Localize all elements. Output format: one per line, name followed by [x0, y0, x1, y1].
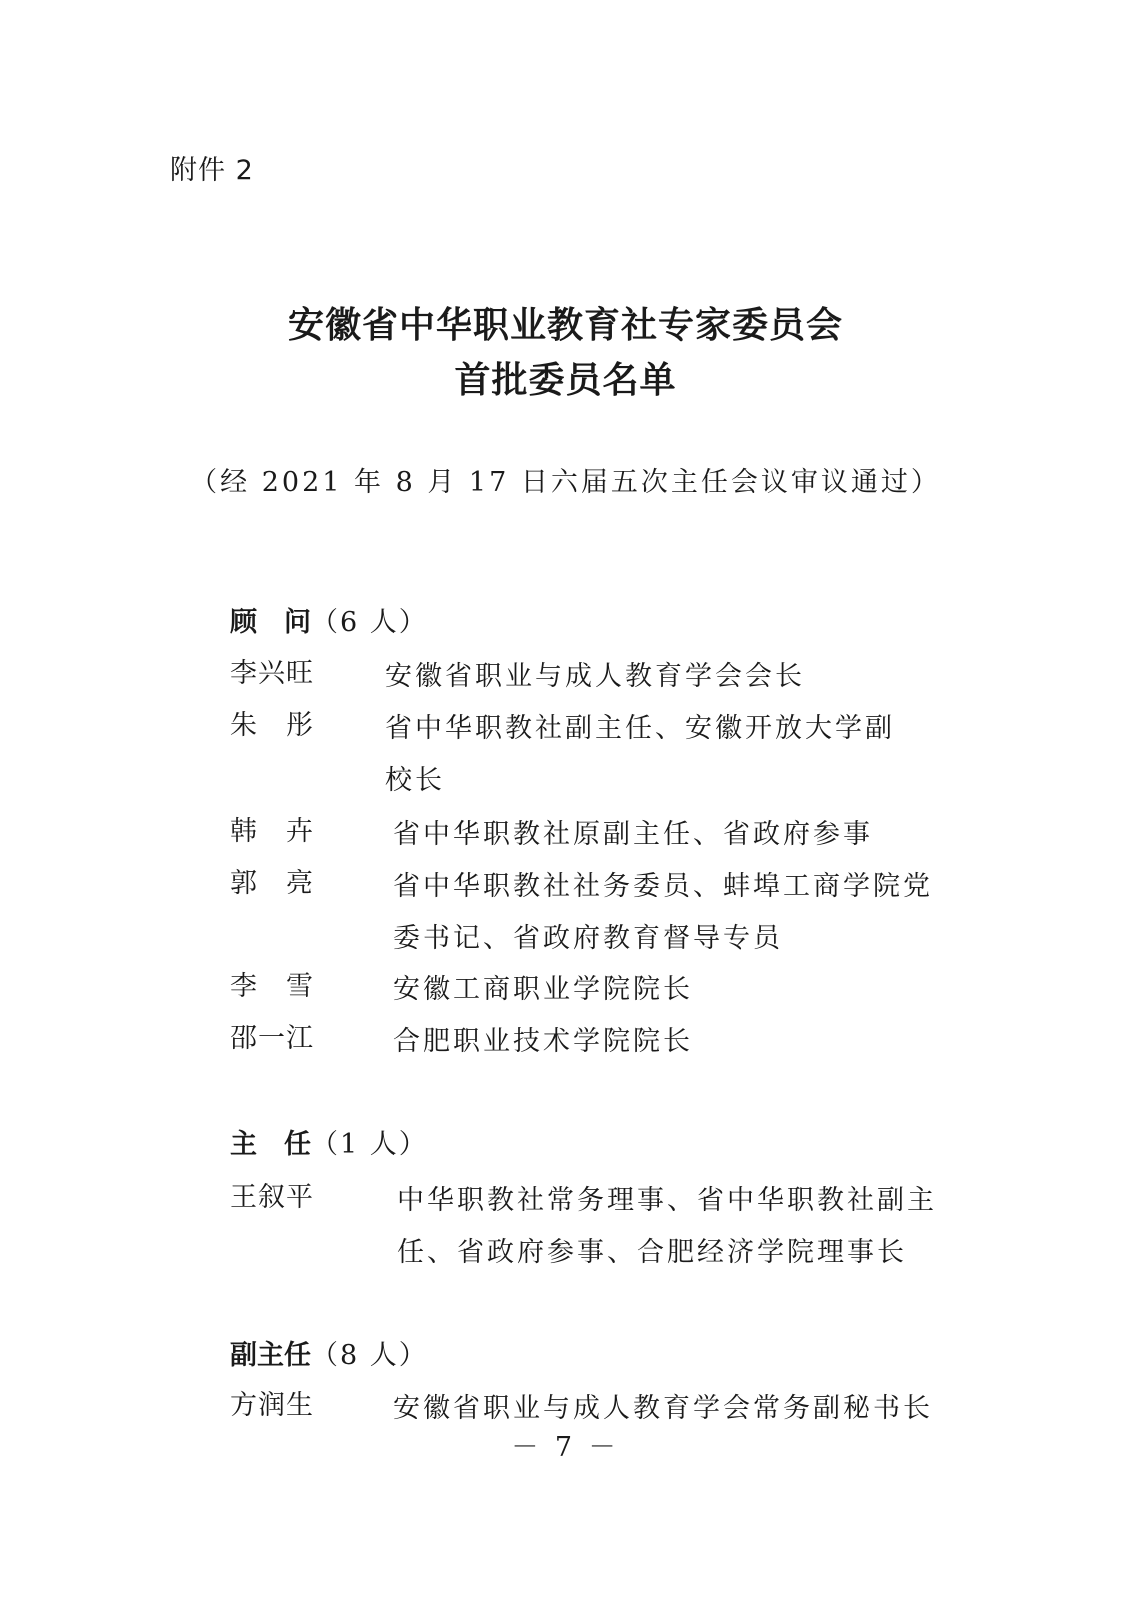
member-title: 省中华职教社原副主任、省政府参事: [393, 819, 873, 850]
member-title: 省中华职教社社务委员、蚌埠工商学院党委书记、省政府教育督导专员: [393, 871, 933, 954]
document-title-line-2: 首批委员名单: [454, 360, 677, 401]
page-number: － 7 －: [511, 1432, 620, 1463]
section-label: 主 任: [230, 1129, 311, 1160]
member-title: 合肥职业技术学院院长: [393, 1026, 693, 1057]
section-label: 顾 问: [230, 607, 311, 638]
member-title: 安徽工商职业学院院长: [393, 974, 693, 1005]
member-name: 方润生: [230, 1390, 314, 1421]
member-title: 省中华职教社副主任、安徽开放大学副校长: [385, 713, 895, 796]
section-count: （6 人）: [311, 607, 428, 638]
member-name: 朱 彤: [230, 710, 314, 741]
section-heading-deputy-directors: [230, 1333, 428, 1372]
document-title-line-1: 安徽省中华职业教育社专家委员会: [287, 305, 843, 346]
member-name: 王叙平: [230, 1182, 314, 1213]
member-name: 韩 卉: [230, 816, 314, 847]
member-name: 李 雪: [230, 971, 314, 1002]
member-title: 安徽省职业与成人教育学会会长: [385, 661, 805, 692]
section-label: 副主任: [230, 1340, 311, 1371]
member-name: 李兴旺: [230, 658, 314, 689]
member-name: 郭 亮: [230, 868, 314, 899]
section-count: （1 人）: [311, 1129, 428, 1160]
section-heading-director: [230, 1122, 428, 1161]
attachment-label: 附件 2: [170, 155, 254, 186]
member-name: 邵一江: [230, 1023, 314, 1054]
section-heading-advisors: [230, 600, 428, 639]
section-count: （8 人）: [311, 1340, 428, 1371]
member-title: 中华职教社常务理事、省中华职教社副主任、省政府参事、合肥经济学院理事长: [397, 1185, 937, 1268]
member-title: 安徽省职业与成人教育学会常务副秘书长: [393, 1393, 933, 1424]
approval-note: （经 2021 年 8 月 17 日六届五次主任会议审议通过）: [190, 467, 941, 498]
